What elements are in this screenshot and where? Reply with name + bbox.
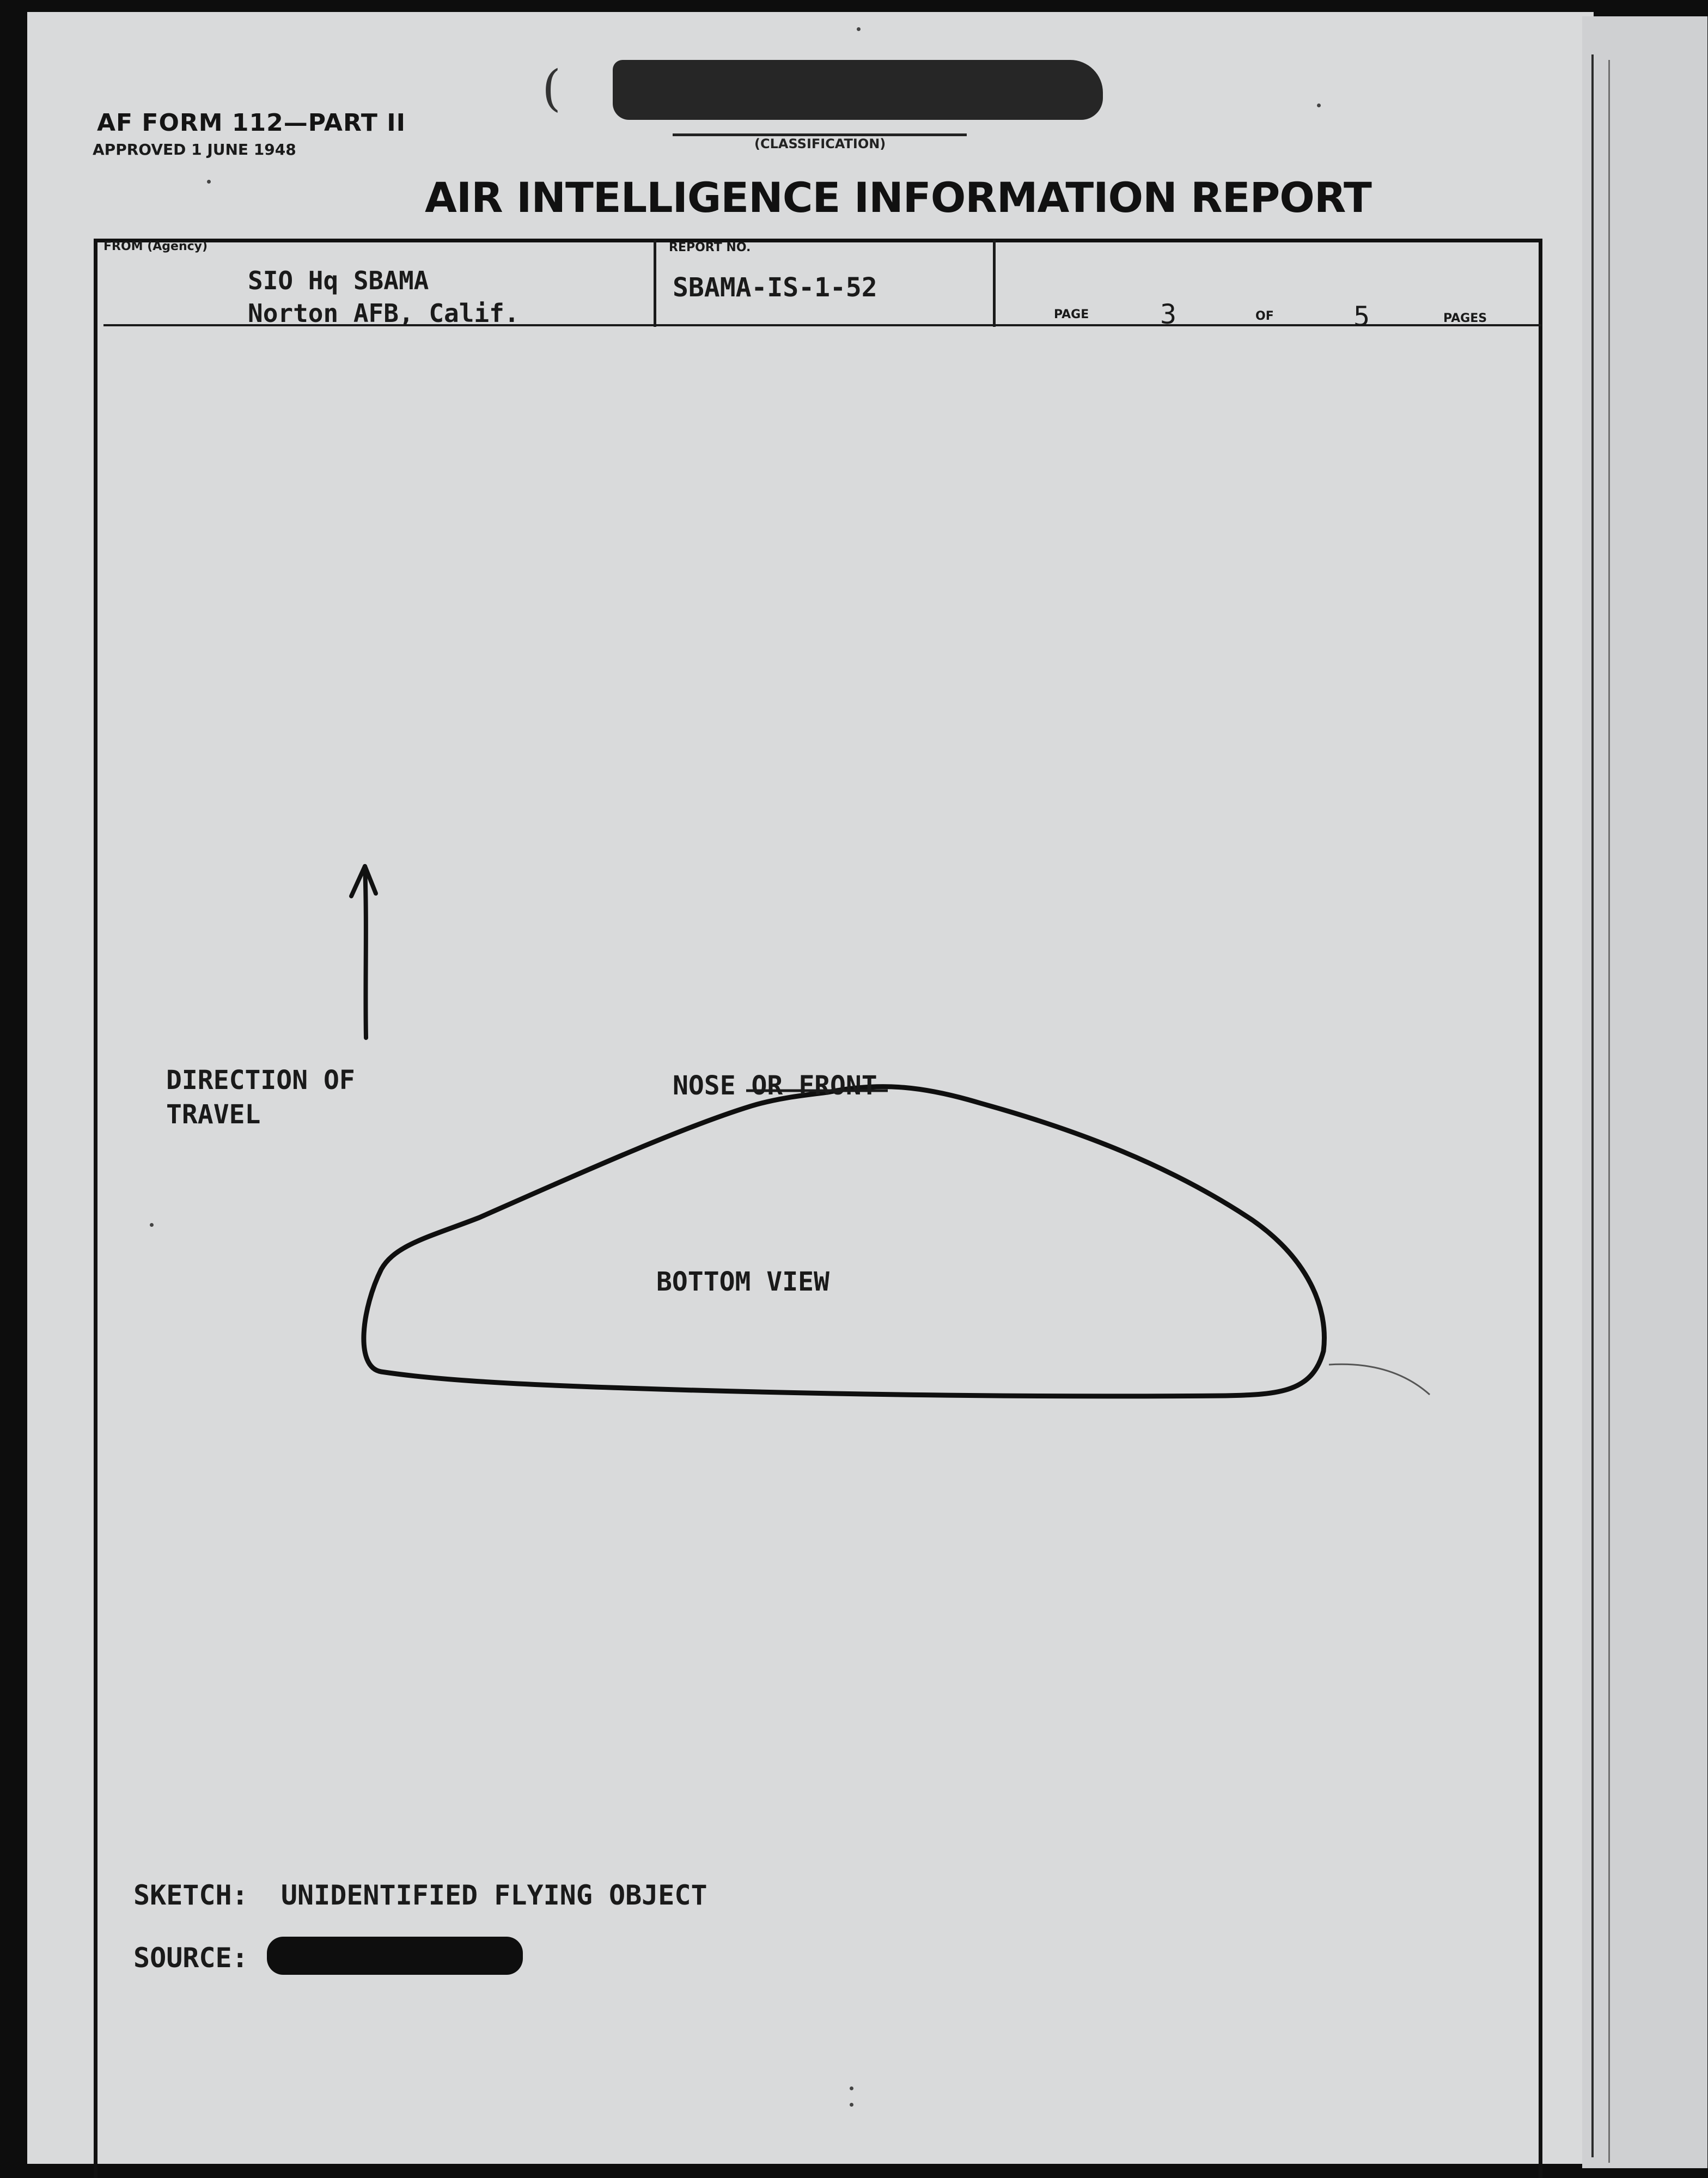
speck [850,2086,853,2090]
speck [850,2103,853,2107]
form-approval-date: APPROVED 1 JUNE 1948 [93,141,296,159]
speck [857,27,861,31]
page-number: 3 [1160,299,1177,330]
nose-label: NOSE OR FRONT [673,1070,877,1101]
bottom-view-label: BOTTOM VIEW [656,1267,829,1297]
report-title: AIR INTELLIGENCE INFORMATION REPORT [425,173,1371,222]
source-label: SOURCE: [133,1942,248,1974]
page-label: PAGE [1054,308,1089,321]
form-identifier: AF FORM 112—PART II [97,109,406,137]
speck [150,1223,154,1227]
pages-label: PAGES [1443,312,1487,325]
direction-arrow [351,866,376,1038]
speck [207,180,211,184]
total-pages: 5 [1353,301,1370,332]
direction-label-line1: DIRECTION OF [166,1065,355,1096]
from-agency-line1: SIO Hq SBAMA [248,266,429,295]
report-no-label: REPORT NO. [669,241,751,254]
from-label: FROM (Agency) [103,240,208,253]
classification-label: (CLASSIFICATION) [754,136,886,151]
classification-paren: ( [542,60,562,117]
from-agency-line2: Norton AFB, Calif. [248,299,520,328]
source-redaction [267,1937,523,1975]
pen-trail [1329,1364,1430,1395]
of-label: OF [1255,309,1274,323]
object-outline [364,1087,1325,1396]
speck [1317,104,1321,107]
sketch-caption: SKETCH: UNIDENTIFIED FLYING OBJECT [133,1879,707,1911]
direction-label-line2: TRAVEL [166,1099,261,1130]
report-number: SBAMA-IS-1-52 [673,272,877,303]
